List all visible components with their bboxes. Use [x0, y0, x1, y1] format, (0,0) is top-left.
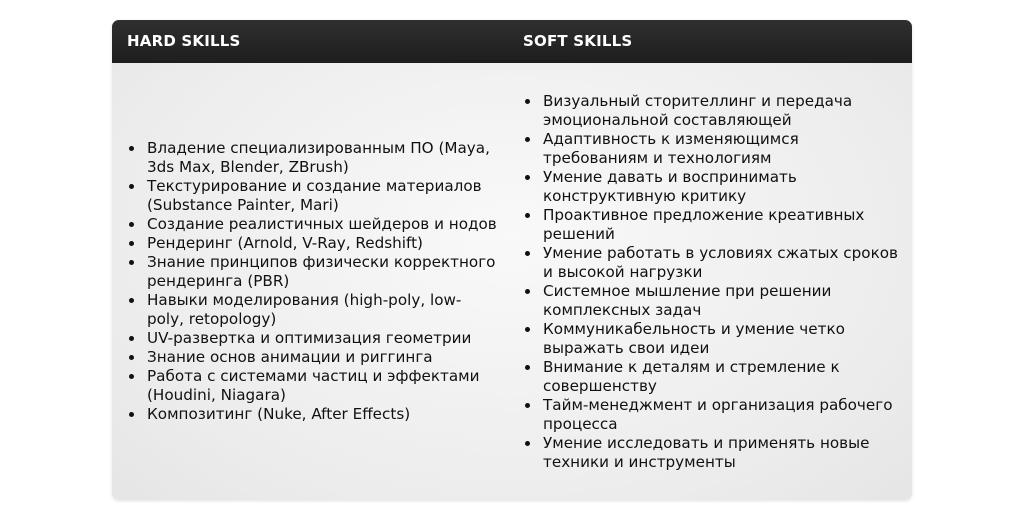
- skills-table: [112, 20, 912, 500]
- hard-skills-heading: HARD SKILLS: [127, 32, 241, 50]
- soft-skill-item: Системное мышление при решении комплексных задач: [523, 282, 903, 320]
- hard-skill-item: Текстурирование и создание материалов (Substance Painter, Mari): [127, 177, 497, 215]
- hard-skill-item: Навыки моделирования (high-poly, low-poly, retopology): [127, 291, 497, 329]
- soft-skill-item: Умение работать в условиях сжатых сроков и высокой нагрузки: [523, 244, 903, 282]
- hard-skill-item: UV-развертка и оптимизация геометрии: [127, 329, 497, 348]
- hard-skill-item: Владение специализированным ПО (Maya, 3ds Max, Blender, ZBrush): [127, 139, 497, 177]
- hard-skill-item: Рендеринг (Arnold, V-Ray, Redshift): [127, 234, 497, 253]
- hard-skill-item: Знание основ анимации и риггинга: [127, 348, 497, 367]
- hard-skills-column: [127, 63, 497, 500]
- soft-skill-item: Проактивное предложение креативных решений: [523, 206, 903, 244]
- soft-skills-list: [523, 92, 903, 472]
- soft-skill-item: Внимание к деталям и стремление к совершенству: [523, 358, 903, 396]
- hard-skill-item: Создание реалистичных шейдеров и нодов: [127, 215, 497, 234]
- hard-skills-list: [127, 139, 497, 424]
- soft-skill-item: Визуальный сторителлинг и передача эмоциональной составляющей: [523, 92, 903, 130]
- hard-skill-item: Знание принципов физически корректного рендеринга (PBR): [127, 253, 497, 291]
- table-header: [112, 20, 912, 63]
- hard-skill-item: Работа с системами частиц и эффектами (Houdini, Niagara): [127, 367, 497, 405]
- soft-skill-item: Адаптивность к изменяющимся требованиям и технологиям: [523, 130, 903, 168]
- soft-skills-heading: SOFT SKILLS: [523, 32, 633, 50]
- hard-skill-item: Композитинг (Nuke, After Effects): [127, 405, 497, 424]
- table-body: [112, 63, 912, 500]
- soft-skill-item: Коммуникабельность и умение четко выражать свои идеи: [523, 320, 903, 358]
- soft-skill-item: Умение давать и воспринимать конструктивную критику: [523, 168, 903, 206]
- soft-skills-column: [523, 63, 903, 500]
- soft-skill-item: Тайм-менеджмент и организация рабочего процесса: [523, 396, 903, 434]
- soft-skill-item: Умение исследовать и применять новые техники и инструменты: [523, 434, 903, 472]
